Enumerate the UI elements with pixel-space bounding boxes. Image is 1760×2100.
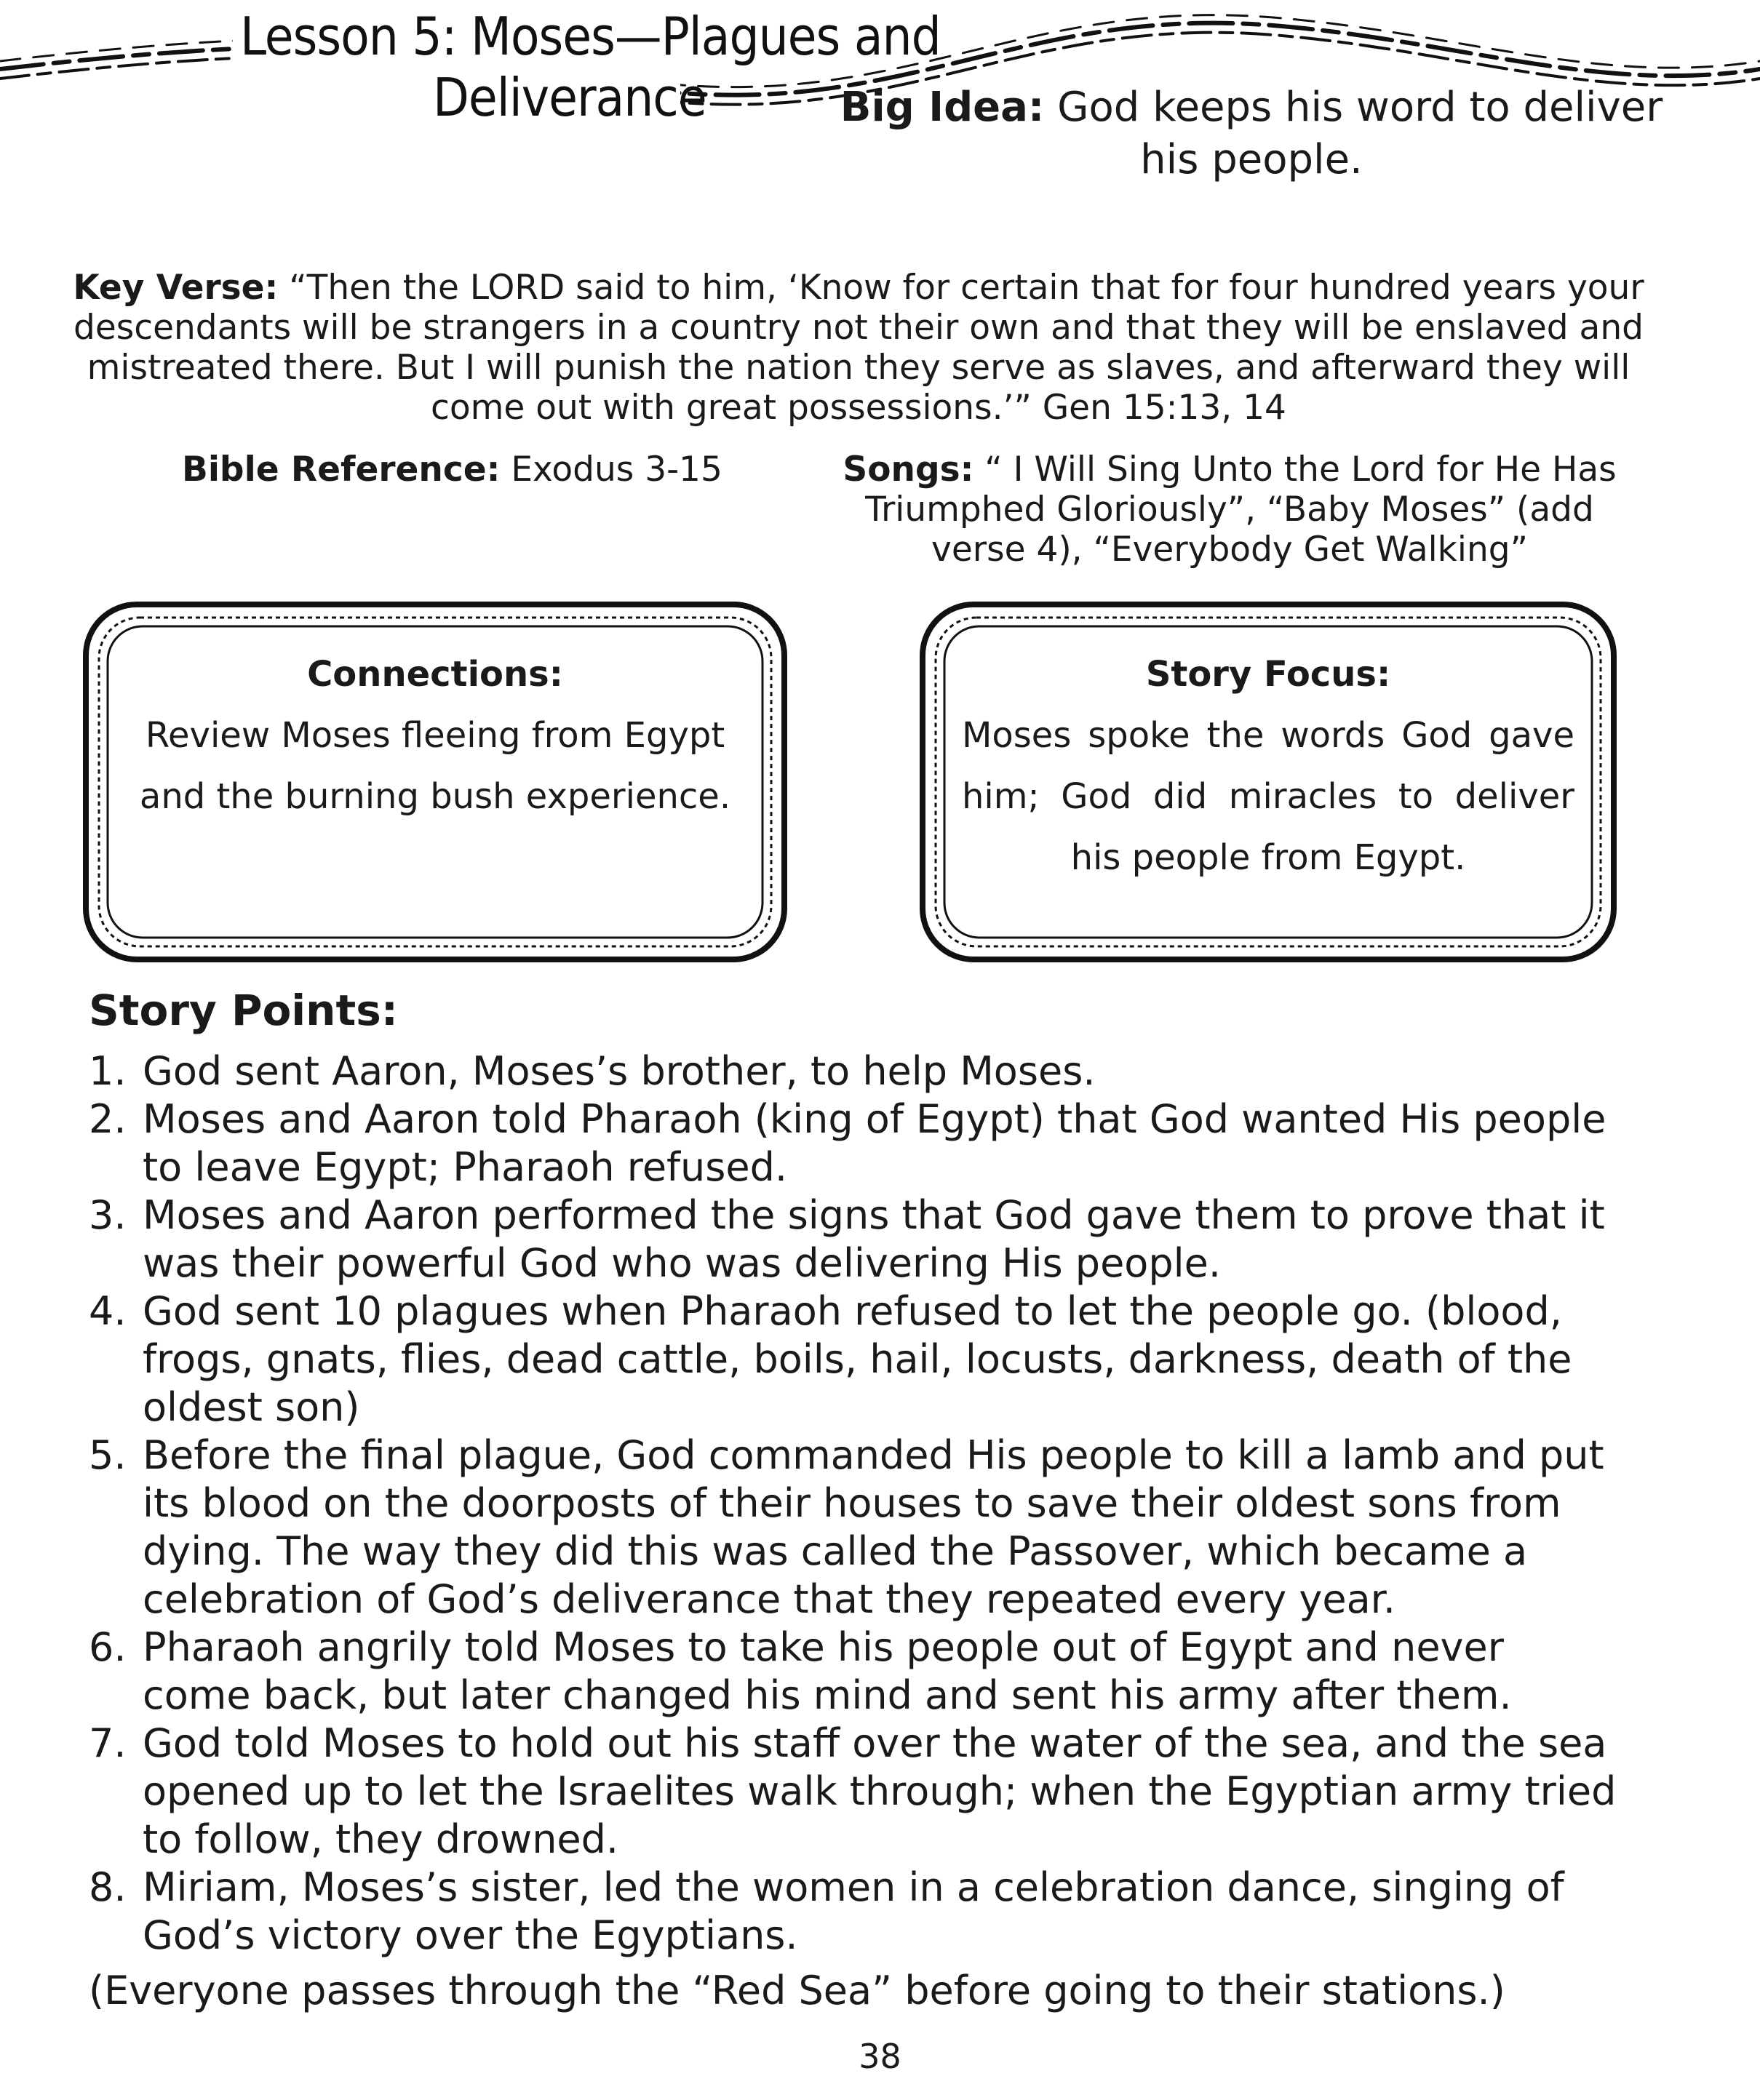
story-point xyxy=(89,1191,1624,1287)
big-idea-text: God keeps his word to deliver his people. xyxy=(1057,84,1663,183)
story-point-text: Moses and Aaron performed the signs that God gave them to prove that it was their powerful God who was delivering His people. xyxy=(143,1192,1605,1286)
story-points-heading: Story Points: xyxy=(89,986,398,1035)
story-focus-label: Story Focus: xyxy=(1145,654,1391,695)
big-idea-label: Big Idea: xyxy=(840,84,1045,131)
bible-reference-label: Bible Reference: xyxy=(182,450,501,490)
story-point-text: Before the final plague, God commanded His people to kill a lamb and put its blood on the doorposts of their houses to save their oldest sons from dying. The way they did this was called the Passover, which became a celebration of God’s deliverance that they repeated every year. xyxy=(143,1432,1604,1622)
story-focus-box xyxy=(918,600,1618,964)
connections-text: Review Moses fleeing from Egypt and the burning bush experience. xyxy=(139,715,731,817)
big-idea xyxy=(829,81,1673,186)
story-point-text: God sent Aaron, Moses’s brother, to help Moses. xyxy=(143,1048,1096,1094)
story-point xyxy=(89,1047,1624,1095)
story-point-number: 2. xyxy=(89,1096,127,1142)
story-point-number: 3. xyxy=(89,1192,127,1238)
story-point-number: 8. xyxy=(89,1864,127,1910)
connections-label: Connections: xyxy=(307,654,563,695)
lesson-title-line2: Deliverance xyxy=(433,67,706,128)
story-point xyxy=(89,1720,1624,1864)
story-point xyxy=(89,1095,1624,1191)
bible-reference xyxy=(182,450,800,490)
story-point xyxy=(89,1432,1624,1624)
story-point-number: 4. xyxy=(89,1288,127,1334)
story-point-number: 1. xyxy=(89,1048,127,1094)
story-point xyxy=(89,1864,1624,1960)
story-points-list xyxy=(89,1047,1624,1960)
story-point-number: 7. xyxy=(89,1720,127,1766)
key-verse-text: “Then the LORD said to him, ‘Know for certain that for four hundred years your descendants will be strangers in a country not their own and that they will be enslaved and mistreated there. But I will punish the nation they serve as slaves, and afterward they will come out with great possessions.’” Gen 15:13, 14 xyxy=(73,268,1644,428)
key-verse-label: Key Verse: xyxy=(73,268,279,308)
story-point-text: Miriam, Moses’s sister, led the women in a celebration dance, singing of God’s victory over the Egyptians. xyxy=(143,1864,1564,1958)
story-point xyxy=(89,1287,1624,1432)
story-point-text: Pharaoh angrily told Moses to take his people out of Egypt and never come back, but later changed his mind and sent his army after them. xyxy=(143,1624,1512,1718)
connections-box xyxy=(81,600,789,964)
story-point xyxy=(89,1624,1624,1720)
story-point-number: 5. xyxy=(89,1432,127,1478)
story-point-text: God told Moses to hold out his staff over the water of the sea, and the sea opened up to let the Israelites walk through; when the Egyptian army tried to follow, they drowned. xyxy=(143,1720,1617,1862)
lesson-title-line1: Lesson 5: Moses—Plagues and xyxy=(240,6,941,67)
closing-note: (Everyone passes through the “Red Sea” before going to their stations.) xyxy=(89,1968,1505,2013)
story-point-text: God sent 10 plagues when Pharaoh refused to let the people go. (blood, frogs, gnats, flies, dead cattle, boils, hail, locusts, darkness, death of the oldest son) xyxy=(143,1288,1572,1430)
key-verse xyxy=(73,268,1644,428)
story-focus-text: Moses spoke the words God gave him; God did miracles to deliver his people from Egypt. xyxy=(962,715,1574,878)
songs xyxy=(837,450,1622,570)
songs-label: Songs: xyxy=(843,450,974,490)
songs-text: “ I Will Sing Unto the Lord for He Has Triumphed Gloriously”, “Baby Moses” (add verse 4), “Everybody Get Walking” xyxy=(865,450,1617,570)
page-number: 38 xyxy=(859,2037,901,2076)
bible-reference-text: Exodus 3-15 xyxy=(511,450,722,490)
story-point-number: 6. xyxy=(89,1624,127,1670)
story-point-text: Moses and Aaron told Pharaoh (king of Egypt) that God wanted His people to leave Egypt; Pharaoh refused. xyxy=(143,1096,1606,1190)
